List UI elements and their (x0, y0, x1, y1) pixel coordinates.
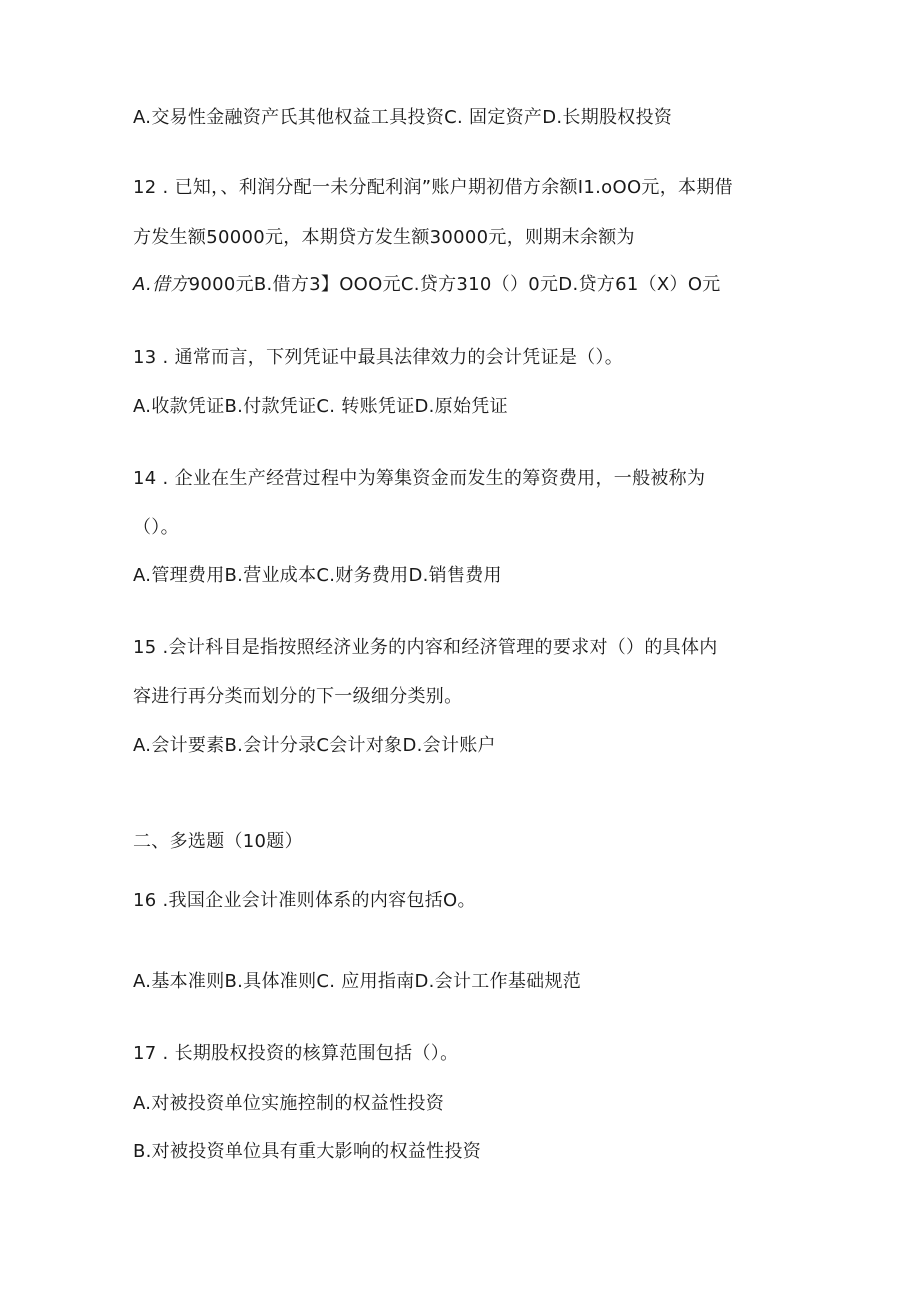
q14-stem-line2: （）。 (133, 517, 179, 538)
q15-options: A.会计要素B.会计分录C会计对象D.会计账户 (133, 735, 496, 756)
q14-stem-line1: 14 . 企业在生产经营过程中为筹集资金而发生的筹资费用，一般被称为 (133, 468, 706, 489)
q13-options: A.收款凭证B.付款凭证C. 转账凭证D.原始凭证 (133, 396, 508, 417)
q12-stem-line1: 12 . 已知，、利润分配一未分配利润”账户期初借方余额I1.oOO元，本期借 (133, 177, 733, 198)
q15-stem-line1: 15 .会计科目是指按照经济业务的内容和经济管理的要求对（）的具体内 (133, 637, 718, 658)
q12-options (133, 273, 721, 297)
section-heading-multi-choice: 二、多选题（10题） (133, 831, 303, 852)
q12-option-a-prefix: A.借方 (133, 274, 189, 295)
q12-stem-line2: 方发生额50000元，本期贷方发生额30000元，则期末余额为 (133, 227, 635, 248)
q15-stem-line2: 容进行再分类而划分的下一级细分类别。 (133, 686, 463, 707)
q17-option-a: A.对被投资单位实施控制的权益性投资 (133, 1093, 445, 1114)
q14-options: A.管理费用B.营业成本C.财务费用D.销售费用 (133, 565, 502, 586)
q17-option-b: B.对被投资单位具有重大影响的权益性投资 (133, 1141, 482, 1162)
q13-stem: 13 . 通常而言，下列凭证中最具法律效力的会计凭证是（）。 (133, 347, 624, 368)
q16-options: A.基本准则B.具体准则C. 应用指南D.会计工作基础规范 (133, 971, 582, 992)
q16-stem: 16 .我国企业会计准则体系的内容包括O。 (133, 890, 476, 911)
q11-options: A.交易性金融资产氏其他权益工具投资C. 固定资产D.长期股权投资 (133, 107, 673, 128)
q12-options-text: 9000元B.借方3】OOO元C.贷方310（）0元D.贷方61（X）O元 (188, 274, 721, 295)
q17-stem: 17 . 长期股权投资的核算范围包括（）。 (133, 1043, 459, 1064)
